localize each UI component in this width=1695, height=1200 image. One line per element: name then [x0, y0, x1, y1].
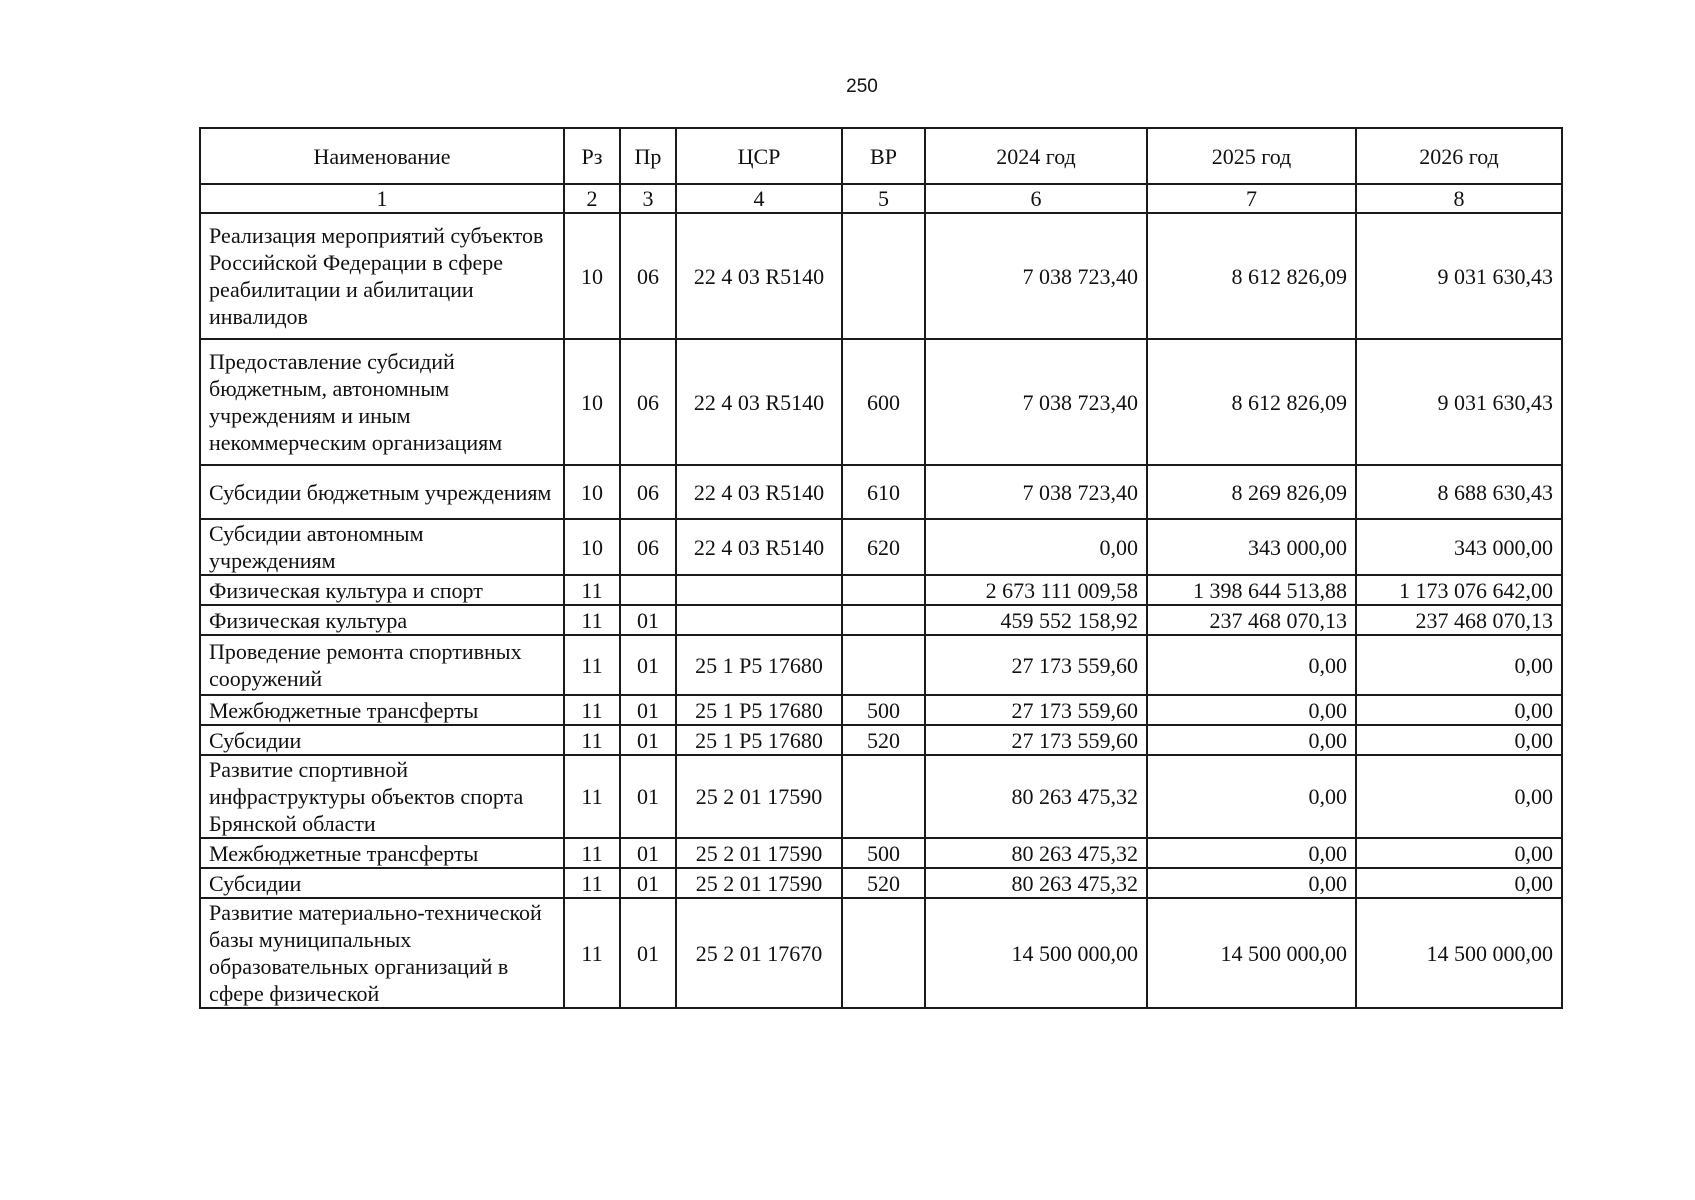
cell-2026: 237 468 070,13	[1356, 605, 1562, 635]
cell-pr: 06	[620, 213, 676, 339]
table-row	[200, 465, 1562, 519]
cell-rz: 11	[564, 725, 620, 755]
page-number: 250	[846, 76, 878, 97]
cell-2026: 0,00	[1356, 695, 1562, 725]
cell-2025: 14 500 000,00	[1147, 898, 1356, 1008]
column-number: 1	[200, 184, 564, 213]
column-number: 7	[1147, 184, 1356, 213]
cell-csr: 25 1 P5 17680	[676, 695, 842, 725]
cell-pr: 01	[620, 725, 676, 755]
table-row	[200, 755, 1562, 838]
cell-2025: 0,00	[1147, 868, 1356, 898]
cell-pr: 01	[620, 898, 676, 1008]
cell-rz: 10	[564, 339, 620, 465]
cell-2025: 0,00	[1147, 695, 1356, 725]
header-cell: ВР	[842, 128, 925, 184]
budget-table	[199, 127, 1563, 1009]
cell-2024: 459 552 158,92	[925, 605, 1147, 635]
cell-2025: 343 000,00	[1147, 519, 1356, 575]
cell-2025: 8 612 826,09	[1147, 339, 1356, 465]
cell-pr: 01	[620, 635, 676, 695]
cell-csr: 22 4 03 R5140	[676, 465, 842, 519]
header-cell: Наименование	[200, 128, 564, 184]
cell-vr	[842, 898, 925, 1008]
cell-csr: 22 4 03 R5140	[676, 339, 842, 465]
header-row	[200, 128, 1562, 184]
cell-name: Субсидии	[200, 725, 564, 755]
cell-2026: 0,00	[1356, 725, 1562, 755]
cell-vr: 520	[842, 868, 925, 898]
header-cell: 2026 год	[1356, 128, 1562, 184]
cell-name: Предоставление субсидий бюджетным, автономным учреждениям и иным некоммерческим организациям	[200, 339, 564, 465]
cell-pr: 01	[620, 838, 676, 868]
table-row	[200, 695, 1562, 725]
cell-2024: 27 173 559,60	[925, 725, 1147, 755]
cell-rz: 11	[564, 898, 620, 1008]
cell-2026: 9 031 630,43	[1356, 339, 1562, 465]
cell-vr	[842, 755, 925, 838]
cell-2025: 8 269 826,09	[1147, 465, 1356, 519]
cell-name: Межбюджетные трансферты	[200, 695, 564, 725]
cell-rz: 10	[564, 213, 620, 339]
cell-rz: 11	[564, 868, 620, 898]
cell-vr	[842, 635, 925, 695]
cell-rz: 11	[564, 575, 620, 605]
cell-2026: 0,00	[1356, 868, 1562, 898]
column-number-row	[200, 184, 1562, 213]
cell-csr	[676, 605, 842, 635]
cell-2025: 237 468 070,13	[1147, 605, 1356, 635]
table-row	[200, 213, 1562, 339]
header-cell: 2024 год	[925, 128, 1147, 184]
cell-csr: 22 4 03 R5140	[676, 213, 842, 339]
cell-2024: 2 673 111 009,58	[925, 575, 1147, 605]
cell-rz: 10	[564, 465, 620, 519]
cell-vr	[842, 575, 925, 605]
cell-pr: 01	[620, 605, 676, 635]
table-row	[200, 838, 1562, 868]
cell-csr: 25 2 01 17590	[676, 838, 842, 868]
cell-2024: 80 263 475,32	[925, 868, 1147, 898]
cell-2026: 1 173 076 642,00	[1356, 575, 1562, 605]
cell-2024: 14 500 000,00	[925, 898, 1147, 1008]
column-number: 6	[925, 184, 1147, 213]
cell-pr: 06	[620, 519, 676, 575]
cell-2024: 80 263 475,32	[925, 755, 1147, 838]
cell-pr: 01	[620, 755, 676, 838]
cell-2025: 0,00	[1147, 838, 1356, 868]
cell-name: Субсидии автономным учреждениям	[200, 519, 564, 575]
cell-name: Субсидии бюджетным учреждениям	[200, 465, 564, 519]
column-number: 2	[564, 184, 620, 213]
cell-2026: 9 031 630,43	[1356, 213, 1562, 339]
cell-name: Развитие спортивной инфраструктуры объектов спорта Брянской области	[200, 755, 564, 838]
column-number: 8	[1356, 184, 1562, 213]
cell-2026: 0,00	[1356, 635, 1562, 695]
header-cell: ЦСР	[676, 128, 842, 184]
cell-rz: 11	[564, 838, 620, 868]
cell-csr: 25 1 P5 17680	[676, 725, 842, 755]
cell-pr: 06	[620, 465, 676, 519]
cell-pr	[620, 575, 676, 605]
cell-vr: 620	[842, 519, 925, 575]
cell-2024: 7 038 723,40	[925, 339, 1147, 465]
header-cell: Рз	[564, 128, 620, 184]
cell-2025: 8 612 826,09	[1147, 213, 1356, 339]
table-row	[200, 868, 1562, 898]
cell-2024: 7 038 723,40	[925, 213, 1147, 339]
cell-2025: 0,00	[1147, 725, 1356, 755]
cell-vr	[842, 605, 925, 635]
table-row	[200, 635, 1562, 695]
cell-vr: 500	[842, 838, 925, 868]
cell-pr: 01	[620, 868, 676, 898]
table-row	[200, 575, 1562, 605]
table-row	[200, 519, 1562, 575]
cell-rz: 11	[564, 635, 620, 695]
table-row	[200, 605, 1562, 635]
cell-2025: 0,00	[1147, 635, 1356, 695]
cell-csr: 25 2 01 17590	[676, 755, 842, 838]
cell-2026: 14 500 000,00	[1356, 898, 1562, 1008]
table-row	[200, 898, 1562, 1008]
cell-2026: 0,00	[1356, 838, 1562, 868]
cell-vr: 520	[842, 725, 925, 755]
cell-2025: 0,00	[1147, 755, 1356, 838]
cell-rz: 11	[564, 695, 620, 725]
cell-name: Субсидии	[200, 868, 564, 898]
cell-2024: 27 173 559,60	[925, 635, 1147, 695]
cell-pr: 06	[620, 339, 676, 465]
cell-2024: 80 263 475,32	[925, 838, 1147, 868]
cell-rz: 11	[564, 605, 620, 635]
cell-vr: 600	[842, 339, 925, 465]
cell-2026: 343 000,00	[1356, 519, 1562, 575]
cell-2026: 8 688 630,43	[1356, 465, 1562, 519]
column-number: 3	[620, 184, 676, 213]
cell-2024: 0,00	[925, 519, 1147, 575]
cell-2026: 0,00	[1356, 755, 1562, 838]
cell-rz: 10	[564, 519, 620, 575]
cell-vr	[842, 213, 925, 339]
cell-name: Межбюджетные трансферты	[200, 838, 564, 868]
cell-csr: 25 2 01 17670	[676, 898, 842, 1008]
cell-vr: 500	[842, 695, 925, 725]
column-number: 5	[842, 184, 925, 213]
column-number: 4	[676, 184, 842, 213]
cell-rz: 11	[564, 755, 620, 838]
table-row	[200, 725, 1562, 755]
cell-name: Реализация мероприятий субъектов Российской Федерации в сфере реабилитации и абилитации инвалидов	[200, 213, 564, 339]
header-cell: Пр	[620, 128, 676, 184]
cell-csr: 25 2 01 17590	[676, 868, 842, 898]
cell-pr: 01	[620, 695, 676, 725]
cell-name: Развитие материально-технической базы муниципальных образовательных организаций в сфере физической	[200, 898, 564, 1008]
cell-2024: 27 173 559,60	[925, 695, 1147, 725]
cell-csr: 22 4 03 R5140	[676, 519, 842, 575]
cell-2024: 7 038 723,40	[925, 465, 1147, 519]
cell-vr: 610	[842, 465, 925, 519]
table-row	[200, 339, 1562, 465]
cell-name: Физическая культура и спорт	[200, 575, 564, 605]
cell-name: Проведение ремонта спортивных сооружений	[200, 635, 564, 695]
header-cell: 2025 год	[1147, 128, 1356, 184]
cell-csr	[676, 575, 842, 605]
cell-csr: 25 1 P5 17680	[676, 635, 842, 695]
cell-name: Физическая культура	[200, 605, 564, 635]
cell-2025: 1 398 644 513,88	[1147, 575, 1356, 605]
